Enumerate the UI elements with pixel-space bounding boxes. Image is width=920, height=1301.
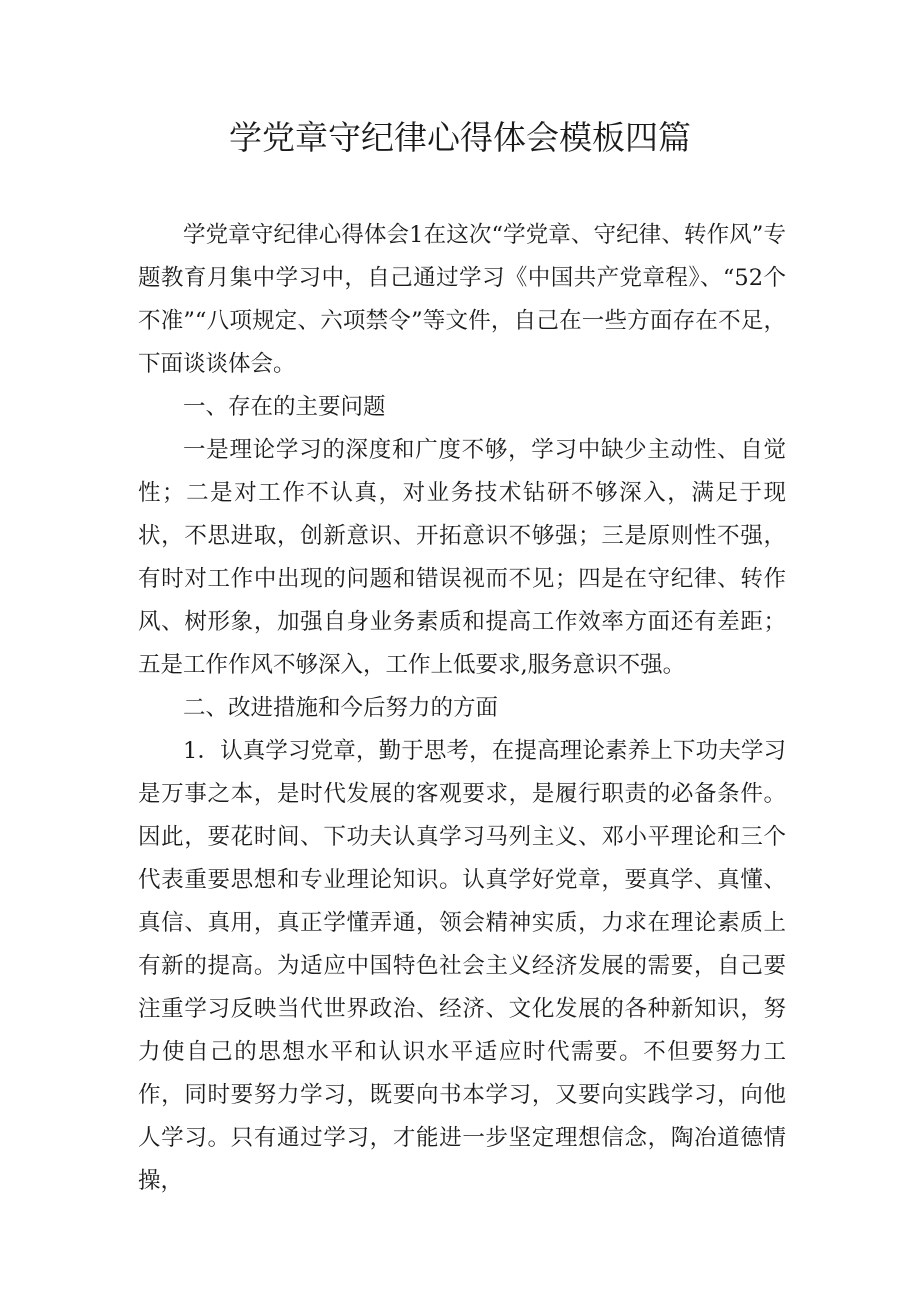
- intro-paragraph: 学党章守纪律心得体会1在这次“学党章、守纪律、转作风”专题教育月集中学习中，自己通过学习《中国共产党章程》、“52个不准”“八项规定、六项禁令”等文件，自己在一些方面存在不足，下面谈谈体会。: [138, 222, 786, 377]
- improvement-item-1: 1．认真学习党章，勤于思考，在提高理论素养上下功夫学习是万事之本，是时代发展的客观要求，是履行职责的必备条件。因此，要花时间、下功夫认真学习马列主义、邓小平理论和三个代表重要思想和专业理论知识。认真学好党章，要真学、真懂、真信、真用，真正学懂弄通，领会精神实质，力求在理论素质上有新的提高。为适应中国特色社会主义经济发展的需要，自己要注重学习反映当代世界政治、经济、文化发展的各种新知识，努力使自己的思想水平和认识水平适应时代需要。不但要努力工作，同时要努力学习，既要向书本学习，又要向实践学习，向他人学习。只有通过学习，才能进一步坚定理想信念，陶冶道德情操，: [138, 738, 786, 1194]
- section-heading-problems: 一、存在的主要问题: [183, 394, 386, 420]
- problems-paragraph: 一是理论学习的深度和广度不够，学习中缺少主动性、自觉性；二是对工作不认真，对业务技术钻研不够深入，满足于现状，不思进取，创新意识、开拓意识不够强；三是原则性不强，有时对工作中出现的问题和错误视而不见；四是在守纪律、转作风、树形象，加强自身业务素质和提高工作效率方面还有差距；五是工作作风不够深入，工作上低要求,服务意识不强。: [138, 437, 786, 678]
- section-heading-improvements: 二、改进措施和今后努力的方面: [183, 695, 499, 721]
- document-body: [138, 214, 786, 1203]
- document-title: 学党章守纪律心得体会模板四篇: [229, 118, 691, 157]
